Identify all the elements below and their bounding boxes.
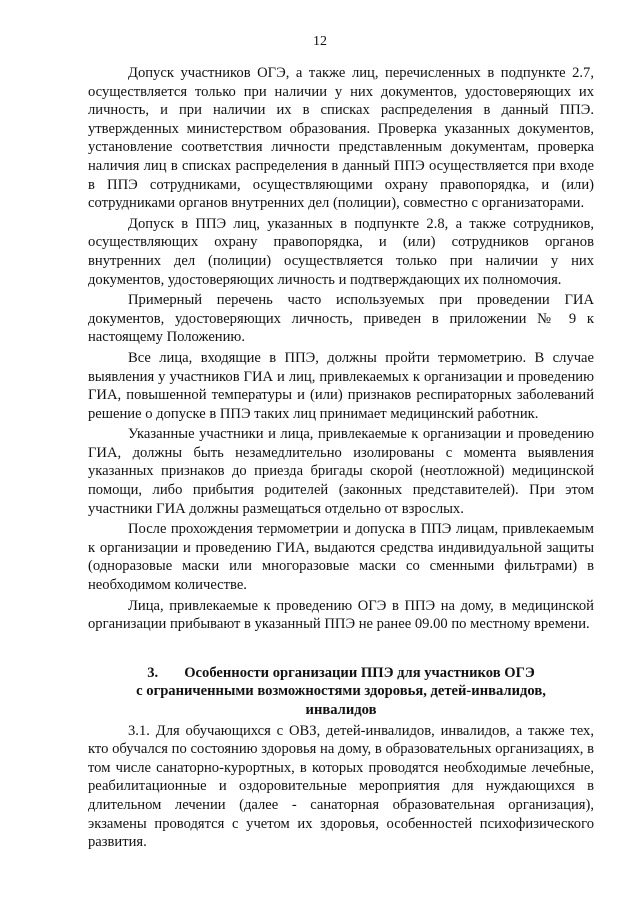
section-title-line-2: с ограниченными возможностями здоровья, детей-инвалидов,	[136, 683, 546, 700]
section-title-line-3: инвалидов	[305, 702, 377, 718]
section-number: 3.	[147, 664, 159, 681]
section-heading-line-1	[88, 664, 594, 683]
paragraph-isolation: Указанные участники и лица, привлекаемые к организации и проведению ГИА, должны быть незамедлительно изолированы с момента выявления указанных признаков до приезда бригады скорой (неотложной) медицинской помощи, либо прибытия родителей (законных представителей). При этом участники ГИА должны размещаться отдельно от взрослых.	[88, 426, 594, 517]
section-heading	[88, 664, 594, 720]
paragraph-admission-participants: Допуск участников ОГЭ, а также лиц, перечисленных в подпункте 2.7, осуществляется только при наличии у них документов, удостоверяющих их личность, и при наличии их в списках распределения в данный ППЭ. утвержденных министерством образования. Проверка указанных документов, установление соответствия личности представленным документам, проверка наличия лиц в списках распределения в данный ППЭ осуществляется при входе в ППЭ сотрудниками, осуществляющими охрану правопорядка, и (или) сотрудниками органов внутренних дел (полиции), совместно с организаторами.	[88, 65, 594, 212]
paragraph-id-documents: Примерный перечень часто используемых при проведении ГИА документов, удостоверяющих личность, приведен в приложении № 9 к настоящему Положению.	[88, 292, 594, 346]
paragraph-home-exam-arrival: Лица, привлекаемые к проведению ОГЭ в ППЭ на дому, в медицинской организации прибывают в указанный ППЭ не ранее 09.00 по местному времени.	[88, 597, 594, 633]
section-title-line-1: Особенности организации ППЭ для участников ОГЭ	[184, 664, 535, 681]
page-number: 12	[313, 34, 327, 49]
paragraph-protective-equipment: После прохождения термометрии и допуска в ППЭ лицам, привлекаемым к организации и проведению ГИА, выдаются средства индивидуальной защиты (одноразовые маски или многоразовые маски со сменными фильтрами) в необходимом количестве.	[88, 521, 594, 594]
paragraph-3-1: 3.1. Для обучающихся с ОВЗ, детей-инвалидов, инвалидов, а также тех, кто обучался по состоянию здоровья на дому, в образовательных организациях, в том числе санаторно-курортных, в которых проводятся необходимые лечебные, реабилитационные и оздоровительные мероприятия для нуждающихся в длительном лечении (далее - санаторная образовательная организация), экзамены проводятся с учетом их здоровья, особенностей психофизического развития.	[88, 722, 594, 851]
paragraph-thermometry: Все лица, входящие в ППЭ, должны пройти термометрию. В случае выявления у участников ГИА и лиц, привлекаемых к организации и проведению ГИА, повышенной температуры и (или) признаков респираторных заболеваний решение о допуске в ППЭ таких лиц принимает медицинский работник.	[88, 349, 594, 422]
paragraph-admission-staff: Допуск в ППЭ лиц, указанных в подпункте 2.8, а также сотрудников, осуществляющих охрану правопорядка, и (или) сотрудников органов внутренних дел (полиции) осуществляется только при наличии у них документов, удостоверяющих личность и подтверждающих их полномочия.	[88, 215, 594, 288]
document-body	[88, 64, 594, 852]
